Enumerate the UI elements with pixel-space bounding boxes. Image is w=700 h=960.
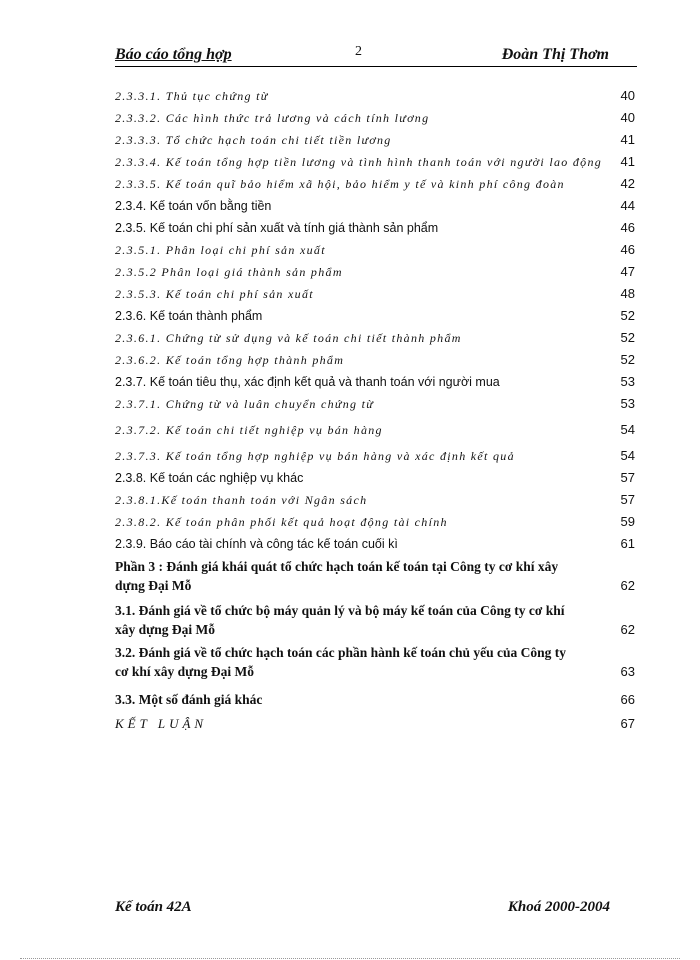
toc-row[interactable]: [115, 329, 635, 347]
toc-row[interactable]: [115, 153, 635, 171]
toc-page: 61: [620, 536, 635, 551]
toc-page: 53: [620, 374, 635, 389]
toc-row[interactable]: [115, 513, 635, 531]
toc-row[interactable]: [115, 219, 635, 237]
toc-row[interactable]: [115, 469, 635, 487]
footer-course: Khoá 2000-2004: [507, 899, 610, 915]
toc-title: 2.3.7. Kế toán tiêu thụ, xác định kết quả và thanh toán với người mua: [115, 375, 500, 389]
toc-page: 57: [620, 492, 635, 507]
toc-row[interactable]: [115, 691, 635, 709]
toc-page: 52: [620, 308, 635, 323]
toc-row[interactable]: [115, 715, 635, 733]
toc-title: 2.3.7.1. Chứng từ và luân chuyển chứng từ: [115, 397, 375, 411]
footer-class: Kế toán 42A: [115, 899, 192, 915]
page-header: [115, 44, 637, 67]
toc-conclusion: KẾT LUẬN: [115, 716, 208, 731]
toc-page: 57: [620, 470, 635, 485]
toc-title: 2.3.8.1.Kế toán thanh toán với Ngân sách: [115, 493, 368, 507]
toc-title: 2.3.5.3. Kế toán chi phí sản xuất: [115, 287, 314, 301]
toc-title: 2.3.5.2 Phân loại giá thành sản phẩm: [115, 265, 343, 279]
toc-page: 41: [620, 132, 635, 147]
toc-row[interactable]: [115, 447, 635, 465]
toc-page: 48: [620, 286, 635, 301]
toc-major-line1: 3.1. Đánh giá về tổ chức bộ máy quản lý và bộ máy kế toán của Công ty cơ khí: [115, 603, 565, 618]
toc-title: 3.3. Một số đánh giá khác: [115, 692, 263, 707]
toc-row[interactable]: [115, 197, 635, 215]
toc-row[interactable]: [115, 307, 635, 325]
toc-major-line1: Phần 3 : Đánh giá khái quát tổ chức hạch toán kế toán tại Công ty cơ khí xây: [115, 559, 559, 574]
toc-page: 53: [620, 396, 635, 411]
toc-row[interactable]: [115, 285, 635, 303]
toc-page: 54: [620, 422, 635, 437]
toc-page: 47: [620, 264, 635, 279]
toc-row[interactable]: [115, 491, 635, 509]
toc-title: 2.3.6. Kế toán thành phẩm: [115, 309, 263, 323]
toc-row[interactable]: [115, 131, 635, 149]
toc-row[interactable]: [115, 395, 635, 413]
toc-row[interactable]: [115, 109, 635, 127]
toc-page: 52: [620, 330, 635, 345]
table-of-contents: [115, 83, 635, 733]
toc-major-entry[interactable]: [115, 601, 635, 639]
toc-row[interactable]: [115, 421, 635, 439]
toc-page: 62: [620, 622, 635, 637]
toc-page: 41: [620, 154, 635, 169]
toc-title: 2.3.8. Kế toán các nghiệp vụ khác: [115, 471, 304, 485]
header-page-number: 2: [355, 44, 362, 59]
toc-page: 40: [620, 88, 635, 103]
toc-row[interactable]: [115, 373, 635, 391]
toc-page: 62: [620, 578, 635, 593]
toc-title: 2.3.3.2. Các hình thức trả lương và cách tính lương: [115, 111, 430, 125]
toc-page: 67: [620, 716, 635, 731]
header-author: Đoàn Thị Thơm: [501, 46, 609, 63]
toc-major-entry[interactable]: [115, 643, 635, 681]
toc-page: 46: [620, 242, 635, 257]
toc-page: 54: [620, 448, 635, 463]
toc-row[interactable]: [115, 351, 635, 369]
toc-title: 2.3.5. Kế toán chi phí sản xuất và tính giá thành sản phẩm: [115, 221, 439, 235]
toc-page: 40: [620, 110, 635, 125]
toc-page: 66: [620, 692, 635, 707]
toc-title: 2.3.5.1. Phân loại chi phí sản xuất: [115, 243, 326, 257]
toc-title: 2.3.3.4. Kế toán tổng hợp tiền lương và tình hình thanh toán với người lao động: [115, 155, 603, 169]
toc-title: 2.3.9. Báo cáo tài chính và công tác kế toán cuối kì: [115, 537, 398, 551]
toc-title: 2.3.7.3. Kế toán tổng hợp nghiệp vụ bán hàng và xác định kết quả: [115, 449, 515, 463]
toc-row[interactable]: [115, 87, 635, 105]
toc-major-line1: 3.2. Đánh giá về tổ chức hạch toán các phần hành kế toán chủ yếu của Công ty: [115, 645, 567, 660]
toc-page: 44: [620, 198, 635, 213]
toc-major-line2: cơ khí xây dựng Đại Mỗ: [115, 664, 254, 679]
toc-page: 59: [620, 514, 635, 529]
toc-title: 2.3.6.1. Chứng từ sử dụng và kế toán chi tiết thành phẩm: [115, 331, 462, 345]
toc-page: 52: [620, 352, 635, 367]
toc-major-line2: dựng Đại Mỗ: [115, 578, 192, 593]
toc-title: 2.3.3.1. Thủ tục chứng từ: [115, 89, 269, 103]
toc-row[interactable]: [115, 175, 635, 193]
toc-page: 46: [620, 220, 635, 235]
toc-title: 2.3.3.3. Tổ chức hạch toán chi tiết tiền lương: [115, 133, 392, 147]
toc-row[interactable]: [115, 535, 635, 553]
toc-page: 42: [620, 176, 635, 191]
toc-title: 2.3.7.2. Kế toán chi tiết nghiệp vụ bán hàng: [115, 423, 383, 437]
toc-major-entry[interactable]: [115, 557, 635, 595]
toc-page: 63: [620, 664, 635, 679]
page-bottom-divider: [20, 958, 680, 959]
toc-title: 2.3.6.2. Kế toán tổng hợp thành phẩm: [115, 353, 345, 367]
toc-title: 2.3.8.2. Kế toán phân phối kết quả hoạt động tài chính: [115, 515, 448, 529]
toc-row[interactable]: [115, 241, 635, 259]
toc-major-line2: xây dựng Đại Mỗ: [115, 622, 215, 637]
toc-row[interactable]: [115, 263, 635, 281]
toc-title: 2.3.3.5. Kế toán quĩ bảo hiểm xã hội, bảo hiểm y tế và kinh phí công đoàn: [115, 177, 565, 191]
toc-title: 2.3.4. Kế toán vốn bằng tiền: [115, 199, 272, 213]
header-report-title: Báo cáo tổng hợp: [115, 46, 232, 63]
